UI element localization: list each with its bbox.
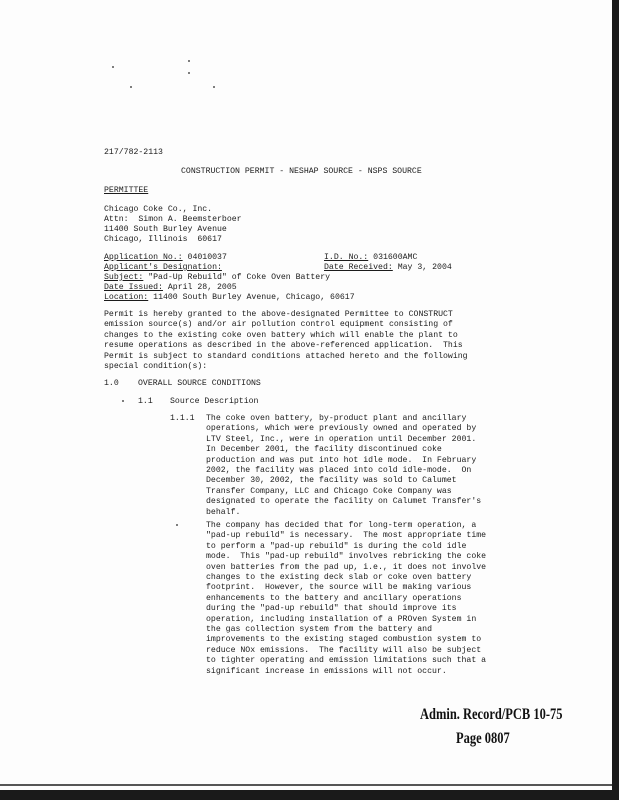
scan-speck	[213, 86, 215, 88]
paragraph-line: designated to operate the facility on Calumet Transfer's	[206, 497, 482, 507]
item-number: 1.1.1	[170, 414, 195, 423]
address-company: Chicago Coke Co., Inc.	[104, 205, 213, 214]
scan-border-line	[0, 784, 612, 786]
issued-value: April 28, 2005	[167, 283, 237, 292]
intro-line: Permit is subject to standard conditions attached hereto and the following	[104, 351, 468, 361]
pad-up-rebuild-paragraph	[206, 521, 486, 677]
subsection-number: 1.1	[138, 397, 153, 406]
paragraph-line: LTV Steel, Inc., were in operation until December 2001.	[206, 434, 477, 444]
location-value: 11400 South Burley Avenue, Chicago, 60617	[153, 293, 355, 302]
paragraph-line: behalf.	[206, 507, 241, 517]
section-number: 1.0	[104, 379, 119, 388]
subject-value: "Pad-Up Rebuild" of Coke Oven Battery	[148, 273, 331, 282]
address-street: 11400 South Burley Avenue	[104, 225, 227, 234]
paragraph-line: operations, which were previously owned and operated by	[206, 424, 477, 434]
scan-speck	[112, 66, 114, 68]
intro-line: changes to the existing coke oven battery which will enable the plant to	[104, 330, 458, 340]
permittee-heading: PERMITTEE	[104, 186, 149, 195]
scan-speck	[130, 86, 132, 88]
source-description-paragraph	[206, 414, 481, 518]
subsection-title: Source Description	[170, 397, 259, 406]
application-value: 04010037	[187, 253, 227, 262]
page-number-stamp: Page 0807	[456, 730, 510, 747]
received-label: Date Received:	[324, 263, 393, 272]
paragraph-line: improvements to the existing staged combustion system to	[206, 635, 482, 645]
paragraph-line: The coke oven battery, by-product plant and ancillary	[206, 414, 467, 423]
phone-number: 217/782-2113	[104, 148, 163, 157]
intro-line: emission source(s) and/or air pollution control equipment consisting of	[104, 320, 453, 330]
paragraph-line: The company has decided that for long-term operation, a	[206, 521, 477, 530]
scan-speck	[188, 60, 190, 62]
id-value: 031600AMC	[373, 253, 418, 262]
scan-speck	[122, 400, 124, 402]
paragraph-line: to tighter operating and emission limitations such that a	[206, 656, 487, 666]
issued-label: Date Issued:	[104, 283, 163, 292]
application-number-row	[104, 253, 227, 263]
received-value: May 3, 2004	[397, 263, 452, 272]
paragraph-line: changes to the existing deck slab or coke oven battery	[206, 573, 472, 583]
admin-record-stamp: Admin. Record/PCB 10-75	[420, 706, 563, 723]
scan-speck	[176, 524, 178, 526]
paragraph-line: to perform a "pad-up rebuild" is during the cold idle	[206, 541, 467, 551]
document-title: CONSTRUCTION PERMIT - NESHAP SOURCE - NSPS SOURCE	[181, 167, 422, 176]
date-received-row	[324, 263, 452, 273]
address-attention: Attn: Simon A. Beemsterboer	[104, 215, 242, 224]
paragraph-line: reduce NOx emissions. The facility will also be subject	[206, 645, 482, 655]
paragraph-line: enhancements to the battery and ancillary operations	[206, 593, 462, 603]
paragraph-line: during the "pad-up rebuild" that should improve its	[206, 604, 457, 614]
paragraph-line: 2002, the facility was placed into cold idle-mode. On	[206, 466, 472, 476]
intro-line: Permit is hereby granted to the above-designated Permittee to CONSTRUCT	[104, 310, 453, 319]
paragraph-line: oven batteries from the pad up, i.e., it does not involve	[206, 562, 487, 572]
designation-label: Applicant's Designation:	[104, 263, 222, 272]
section-title: OVERALL SOURCE CONDITIONS	[138, 379, 261, 388]
intro-line: resume operations as described in the above-referenced application. This	[104, 341, 463, 351]
date-issued-row	[104, 283, 237, 293]
location-label: Location:	[104, 293, 149, 302]
scan-border-bottom	[0, 790, 619, 800]
paragraph-line: In December 2001, the facility discontinued coke	[206, 445, 442, 455]
intro-paragraph	[104, 310, 468, 372]
paragraph-line: production and was put into hot idle mode. In February	[206, 455, 477, 465]
subject-row	[104, 273, 330, 283]
subject-label: Subject:	[104, 273, 144, 282]
address-city: Chicago, Illinois 60617	[104, 235, 222, 244]
scan-speck	[188, 72, 190, 74]
paragraph-line: footprint. However, the source will be making various	[206, 583, 472, 593]
paragraph-line: operation, including installation of a PROven System in	[206, 614, 477, 624]
location-row	[104, 293, 355, 303]
paragraph-line: significant increase in emissions will not occur.	[206, 666, 447, 676]
paragraph-line: the gas collection system from the battery and	[206, 625, 433, 635]
intro-line: special condition(s):	[104, 362, 208, 372]
id-label: I.D. No.:	[324, 253, 369, 262]
scan-border-right	[612, 0, 619, 800]
paragraph-line: mode. This "pad-up rebuild" involves rebricking the coke	[206, 552, 487, 562]
paragraph-line: Transfer Company, LLC and Chicago Coke Company was	[206, 486, 452, 496]
paragraph-line: December 30, 2002, the facility was sold to Calumet	[206, 476, 457, 486]
paragraph-line: "pad-up rebuild" is necessary. The most appropriate time	[206, 531, 487, 541]
application-label: Application No.:	[104, 253, 183, 262]
id-number-row	[324, 253, 417, 263]
